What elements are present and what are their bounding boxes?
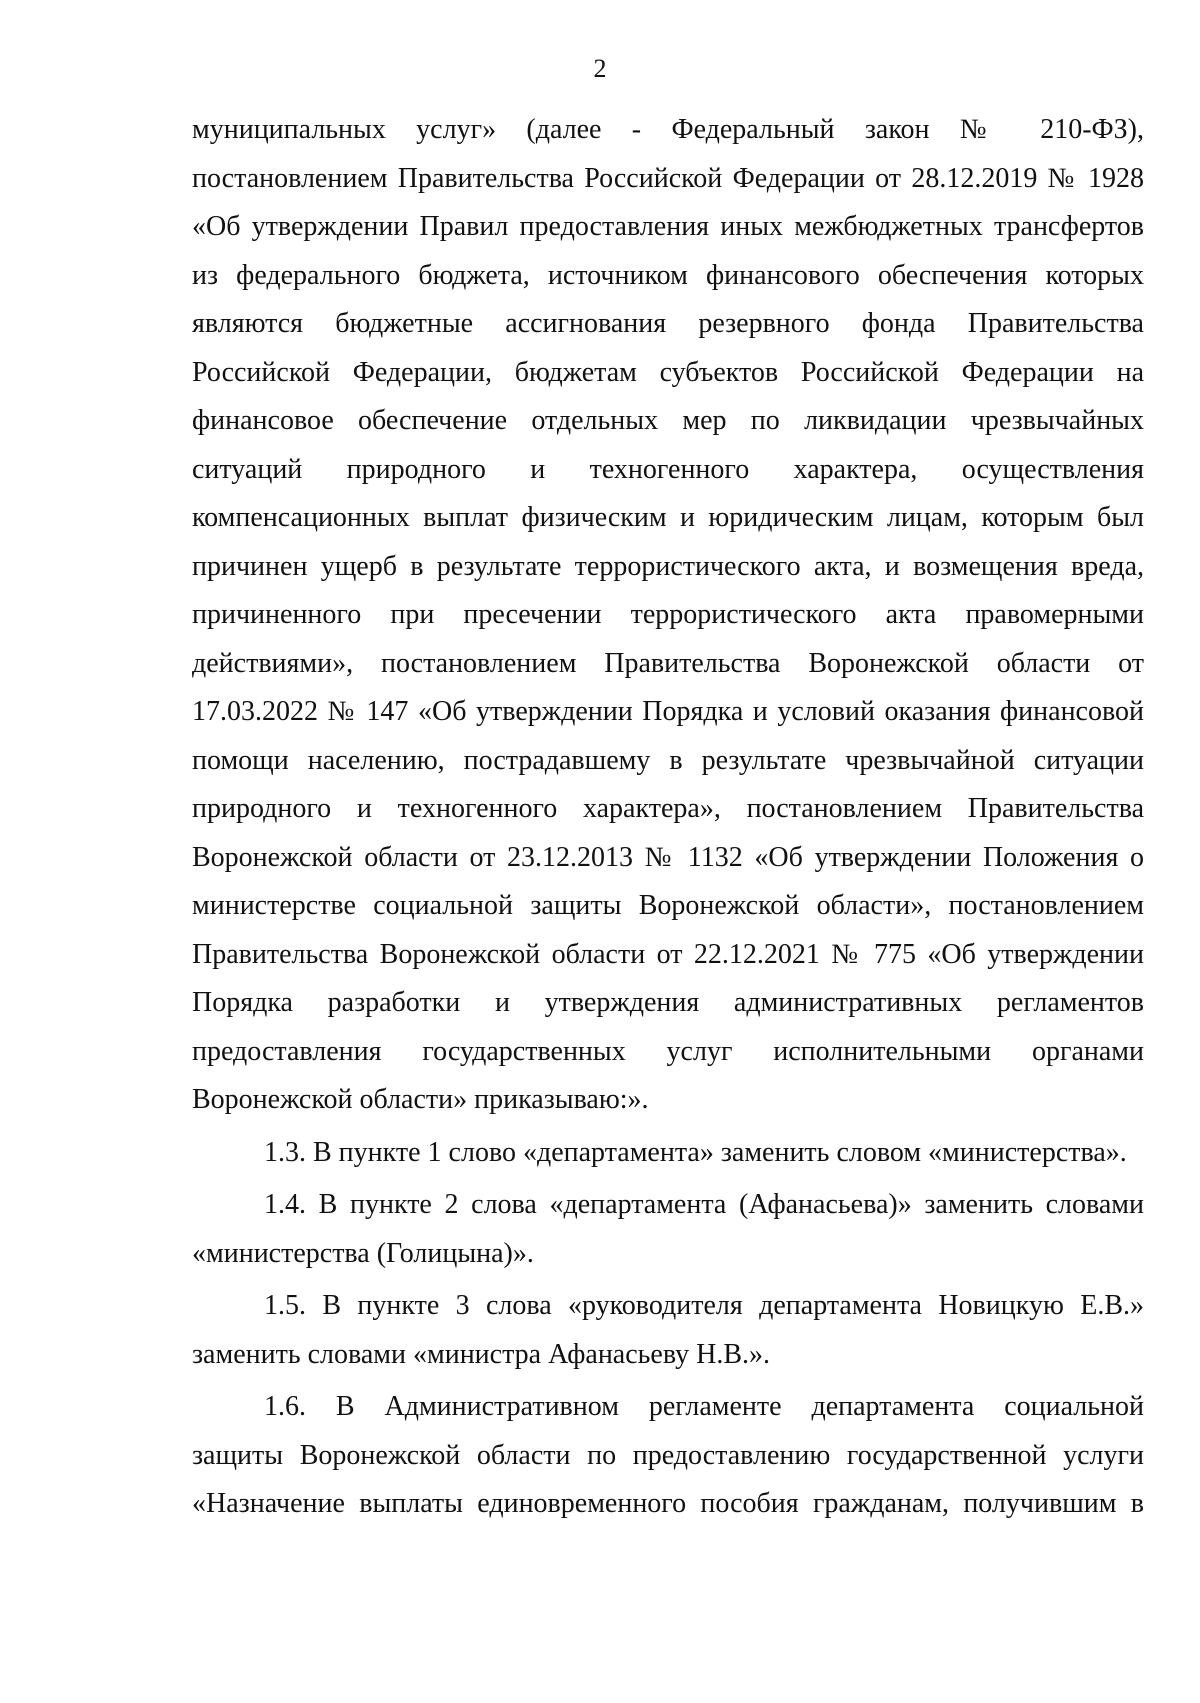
text-line: предоставления государственных услуг исполнительными органами: [192, 1035, 1144, 1067]
text-line: компенсационных выплат физическим и юридическим лицам, которым был: [192, 502, 1144, 533]
text-line: 17.03.2022 № 147 «Об утверждении Порядка и условий оказания финансовой: [192, 696, 1144, 727]
text-line: действиями», постановлением Правительства Воронежской области от: [192, 647, 1144, 679]
text-line: 1.3. В пункте 1 слово «департамента» заменить словом «министерства».: [264, 1136, 1127, 1168]
page-number: 2: [593, 54, 607, 83]
text-line: 1.4. В пункте 2 слова «департамента (Афанасьева)» заменить словами: [264, 1189, 1144, 1220]
document-body: [192, 106, 1144, 1529]
paragraph-continuation: [192, 106, 1144, 1125]
text-line: Воронежской области от 23.12.2013 № 1132 «Об утверждении Положения о: [192, 841, 1144, 873]
text-line: «Об утверждении Правил предоставления иных межбюджетных трансфертов: [192, 211, 1144, 242]
text-line: являются бюджетные ассигнования резервного фонда Правительства: [192, 308, 1144, 339]
text-line: постановлением Правительства Российской Федерации от 28.12.2019 № 1928: [192, 162, 1144, 194]
text-line: помощи населению, пострадавшему в результате чрезвычайной ситуации: [192, 744, 1144, 776]
text-line: причиненного при пресечении террористического акта правомерными: [192, 599, 1144, 630]
text-line: министерстве социальной защиты Воронежской области», постановлением: [192, 890, 1144, 921]
text-line: Порядка разработки и утверждения административных регламентов: [192, 987, 1144, 1018]
text-line: муниципальных услуг» (далее - Федеральный закон № 210-ФЗ),: [192, 114, 1144, 145]
text-line: ситуаций природного и техногенного характера, осуществления: [192, 453, 1144, 485]
text-line: природного и техногенного характера», постановлением Правительства: [192, 793, 1144, 824]
text-line: «Назначение выплаты единовременного пособия гражданам, получившим в: [192, 1488, 1144, 1519]
text-line: причинен ущерб в результате террористического акта, и возмещения вреда,: [192, 550, 1144, 582]
text-line: Правительства Воронежской области от 22.12.2021 № 775 «Об утверждении: [192, 938, 1144, 970]
paragraph-item-1-3: [192, 1129, 1144, 1178]
text-line: Российской Федерации, бюджетам субъектов Российской Федерации на: [192, 356, 1144, 388]
text-line: 1.5. В пункте 3 слова «руководителя департамента Новицкую Е.В.»: [264, 1290, 1144, 1321]
text-line: финансовое обеспечение отдельных мер по ликвидации чрезвычайных: [192, 405, 1144, 436]
paragraph-item-1-6: [192, 1383, 1144, 1529]
text-line: Воронежской области» приказываю:».: [192, 1084, 649, 1115]
text-line: защиты Воронежской области по предоставлению государственной услуги: [192, 1439, 1144, 1471]
text-line: 1.6. В Административном регламенте департамента социальной: [264, 1391, 1144, 1422]
paragraph-item-1-5: [192, 1282, 1144, 1379]
text-line: заменить словами «министра Афанасьеву Н.В.».: [192, 1338, 771, 1370]
paragraph-item-1-4: [192, 1181, 1144, 1278]
text-line: из федерального бюджета, источником финансового обеспечения которых: [192, 259, 1144, 291]
text-line: «министерства (Голицына)».: [192, 1237, 534, 1269]
